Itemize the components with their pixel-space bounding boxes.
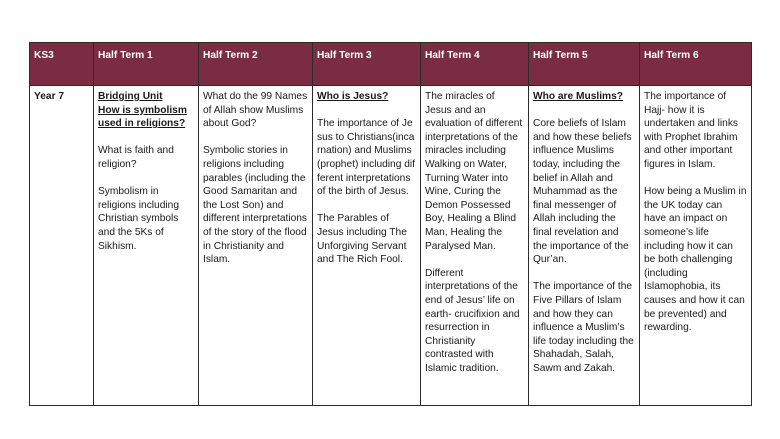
ht2-paragraph-2: Symbolic stories in religions including parables (including the Good Samaritan and the Lost Son) and different interpretations of the story of the flood in Christianity and Islam. xyxy=(203,145,308,266)
ht5-paragraph-2: The importance of the Five Pillars of Islam and how they can influence a Muslim’s life today including the Shahadah, Salah, Sawm and Zakah. xyxy=(533,281,634,374)
header-half-term-4: Half Term 4 xyxy=(421,43,529,86)
ht3-paragraph-2: The Parables of Jesus including The Unforgiving Servant and The Rich Fool. xyxy=(317,213,407,266)
header-half-term-1: Half Term 1 xyxy=(94,43,199,86)
ht3-paragraph-1: The importance of Jesus to Christians(incarnation) and Muslims (prophet) including different interpretations of the birth of Jesus. xyxy=(317,118,415,198)
header-half-term-5: Half Term 5 xyxy=(529,43,640,86)
ht1-heading-line2: How is symbolism used in religions? xyxy=(98,104,187,130)
cell-half-term-5 xyxy=(529,86,640,406)
header-row xyxy=(30,43,752,86)
ht1-paragraph-2: Symbolism in religions including Christian symbols and the 5Ks of Sikhism. xyxy=(98,186,179,252)
curriculum-table xyxy=(29,42,752,406)
table-row-year-7 xyxy=(30,86,752,406)
cell-half-term-3 xyxy=(313,86,421,406)
ht6-paragraph-1: The importance of Hajj- how it is undertaken and links with Prophet Ibrahim and other important figures in Islam. xyxy=(644,91,739,170)
row-label-cell xyxy=(30,86,94,406)
ht1-paragraph-1: What is faith and religion? xyxy=(98,145,174,170)
cell-half-term-1 xyxy=(94,86,199,406)
row-label: Year 7 xyxy=(34,91,65,102)
header-ks3: KS3 xyxy=(30,43,94,86)
ht5-heading: Who are Muslims? xyxy=(533,91,624,102)
header-half-term-3: Half Term 3 xyxy=(313,43,421,86)
ht6-paragraph-2: How being a Muslim in the UK today can have an impact on someone’s life including how it can be both challenging (including Islamophobia, its causes and how it can be prevented) and rewarding. xyxy=(644,186,747,334)
cell-half-term-2 xyxy=(199,86,313,406)
ht2-paragraph-1: What do the 99 Names of Allah show Muslims about God? xyxy=(203,91,308,130)
cell-half-term-4 xyxy=(421,86,529,406)
header-half-term-2: Half Term 2 xyxy=(199,43,313,86)
ht4-paragraph-2: Different interpretations of the end of Jesus’ life on earth- crucifixion and resurrection in Christianity contrasted with Islamic tradition. xyxy=(425,267,520,374)
ht1-heading-line1: Bridging Unit xyxy=(98,91,163,102)
ht4-paragraph-1: The miracles of Jesus and an evaluation of different interpretations of the miracles including Walking on Water, Turning Water into Wine, Curing the Demon Possessed Boy, Healing a Blind Man, Healing the Paralysed Man. xyxy=(425,91,523,252)
ht3-heading: Who is Jesus? xyxy=(317,91,389,102)
ht1-heading xyxy=(98,90,194,131)
header-half-term-6: Half Term 6 xyxy=(640,43,752,86)
cell-half-term-6 xyxy=(640,86,752,406)
ht5-paragraph-1: Core beliefs of Islam and how these beliefs influence Muslims today, including the belief in Allah and Muhammad as the final messenger of Allah including the final revelation and the importance of the Qur’an. xyxy=(533,118,632,266)
